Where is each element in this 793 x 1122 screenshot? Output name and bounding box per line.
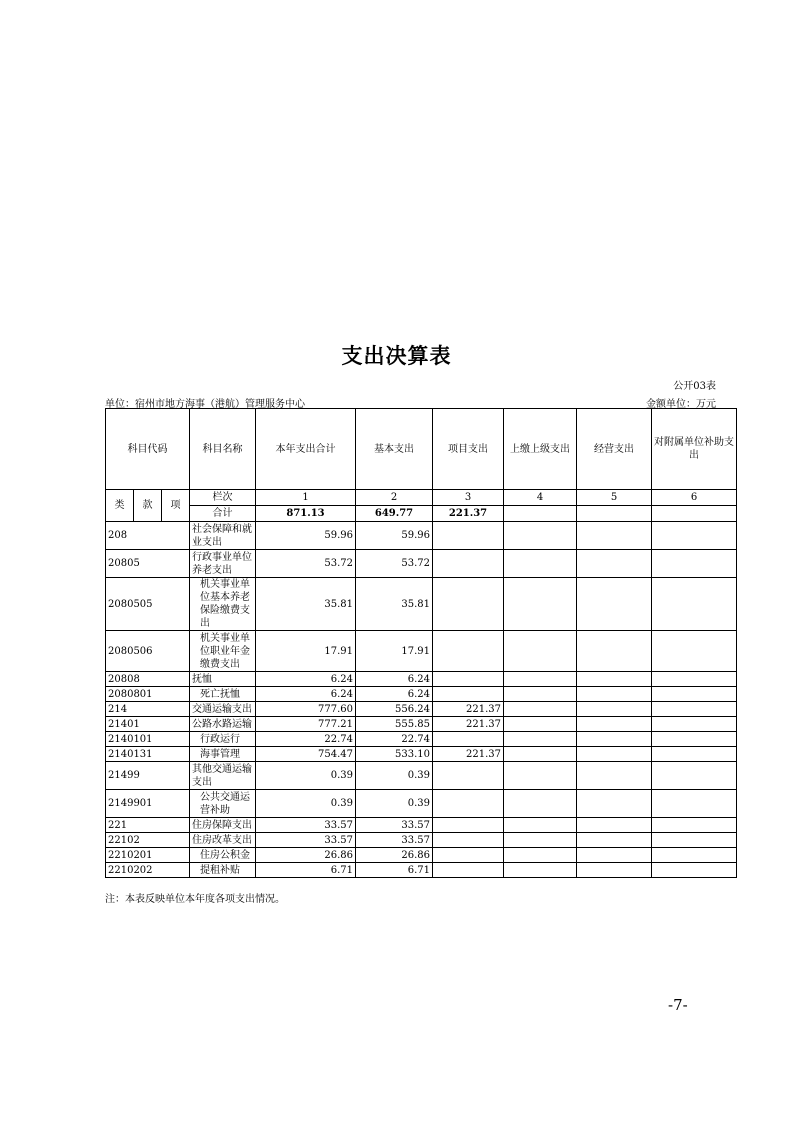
row-business <box>577 687 652 702</box>
table-row <box>106 522 737 550</box>
row-name: 住房公积金 <box>190 848 256 863</box>
row-total: 26.86 <box>256 848 356 863</box>
row-code: 221 <box>106 818 190 833</box>
row-project <box>433 672 504 687</box>
row-subsidy <box>652 672 737 687</box>
row-name: 机关事业单位职业年金缴费支出 <box>190 631 256 672</box>
row-total: 777.21 <box>256 717 356 732</box>
row-project <box>433 762 504 790</box>
row-total: 777.60 <box>256 702 356 717</box>
row-project <box>433 631 504 672</box>
column-number-4: 4 <box>504 490 577 506</box>
row-basic: 533.10 <box>356 747 433 762</box>
header-project: 项目支出 <box>433 409 504 490</box>
row-name: 公路水路运输 <box>190 717 256 732</box>
subheader-lanci: 栏次 <box>190 490 256 506</box>
row-name: 公共交通运营补助 <box>190 790 256 818</box>
row-basic: 6.24 <box>356 672 433 687</box>
row-code: 21499 <box>106 762 190 790</box>
column-number-3: 3 <box>433 490 504 506</box>
column-number-5: 5 <box>577 490 652 506</box>
row-upper <box>504 550 577 578</box>
table-row <box>106 550 737 578</box>
row-total: 0.39 <box>256 762 356 790</box>
row-code: 2140101 <box>106 732 190 747</box>
subheader-lei: 类 <box>106 490 134 522</box>
table-row <box>106 732 737 747</box>
row-subsidy <box>652 702 737 717</box>
table-row <box>106 578 737 631</box>
row-upper <box>504 522 577 550</box>
header-upper: 上缴上级支出 <box>504 409 577 490</box>
table-row <box>106 631 737 672</box>
row-business <box>577 818 652 833</box>
row-business <box>577 790 652 818</box>
row-code: 2080505 <box>106 578 190 631</box>
row-basic: 6.71 <box>356 863 433 878</box>
row-project <box>433 818 504 833</box>
row-business <box>577 672 652 687</box>
row-code: 2080506 <box>106 631 190 672</box>
row-basic: 59.96 <box>356 522 433 550</box>
subheader-row <box>106 490 737 506</box>
table-row <box>106 717 737 732</box>
row-subsidy <box>652 790 737 818</box>
row-basic: 26.86 <box>356 848 433 863</box>
page-title: 支出决算表 <box>341 343 452 368</box>
column-number-2: 2 <box>356 490 433 506</box>
row-upper <box>504 672 577 687</box>
row-name: 社会保障和就业支出 <box>190 522 256 550</box>
row-name: 提租补贴 <box>190 863 256 878</box>
header-basic: 基本支出 <box>356 409 433 490</box>
row-basic: 0.39 <box>356 762 433 790</box>
row-name: 海事管理 <box>190 747 256 762</box>
row-subsidy <box>652 631 737 672</box>
row-business <box>577 522 652 550</box>
row-business <box>577 762 652 790</box>
row-subsidy <box>652 732 737 747</box>
total-basic: 649.77 <box>356 506 433 522</box>
row-basic: 556.24 <box>356 702 433 717</box>
row-business <box>577 747 652 762</box>
header-code: 科目代码 <box>106 409 190 490</box>
total-row <box>106 506 737 522</box>
total-subsidy <box>652 506 737 522</box>
row-project: 221.37 <box>433 702 504 717</box>
row-upper <box>504 818 577 833</box>
row-project <box>433 687 504 702</box>
row-project: 221.37 <box>433 717 504 732</box>
row-business <box>577 550 652 578</box>
row-total: 6.71 <box>256 863 356 878</box>
row-project <box>433 578 504 631</box>
row-total: 6.24 <box>256 687 356 702</box>
row-code: 21401 <box>106 717 190 732</box>
form-number: 公开03表 <box>673 381 716 392</box>
table-row <box>106 747 737 762</box>
row-code: 2210201 <box>106 848 190 863</box>
row-upper <box>504 732 577 747</box>
row-business <box>577 717 652 732</box>
column-number-6: 6 <box>652 490 737 506</box>
table-row <box>106 702 737 717</box>
row-total: 59.96 <box>256 522 356 550</box>
row-total: 53.72 <box>256 550 356 578</box>
row-upper <box>504 762 577 790</box>
row-project <box>433 732 504 747</box>
row-code: 22102 <box>106 833 190 848</box>
row-project <box>433 863 504 878</box>
row-project <box>433 790 504 818</box>
row-project <box>433 550 504 578</box>
row-total: 33.57 <box>256 818 356 833</box>
row-business <box>577 578 652 631</box>
total-business <box>577 506 652 522</box>
row-basic: 35.81 <box>356 578 433 631</box>
row-subsidy <box>652 747 737 762</box>
row-code: 2210202 <box>106 863 190 878</box>
header-name: 科目名称 <box>190 409 256 490</box>
header-total: 本年支出合计 <box>256 409 356 490</box>
subheader-xiang: 项 <box>162 490 190 522</box>
row-business <box>577 833 652 848</box>
row-basic: 53.72 <box>356 550 433 578</box>
row-subsidy <box>652 818 737 833</box>
column-number-1: 1 <box>256 490 356 506</box>
row-subsidy <box>652 848 737 863</box>
row-name: 住房保障支出 <box>190 818 256 833</box>
row-business <box>577 848 652 863</box>
row-business <box>577 863 652 878</box>
row-code: 214 <box>106 702 190 717</box>
header-row <box>106 409 737 490</box>
row-subsidy <box>652 863 737 878</box>
row-project <box>433 848 504 863</box>
row-name: 行政事业单位养老支出 <box>190 550 256 578</box>
row-basic: 22.74 <box>356 732 433 747</box>
row-basic: 17.91 <box>356 631 433 672</box>
page-number: -7- <box>668 996 688 1014</box>
total-label: 合计 <box>190 506 256 522</box>
header-subsidy: 对附属单位补助支出 <box>652 409 737 490</box>
row-total: 754.47 <box>256 747 356 762</box>
row-upper <box>504 578 577 631</box>
expenditure-table <box>105 408 737 878</box>
row-total: 33.57 <box>256 833 356 848</box>
row-subsidy <box>652 687 737 702</box>
row-upper <box>504 790 577 818</box>
unit-label: 单位：宿州市地方海事（港航）管理服务中心 <box>105 399 305 410</box>
table-row <box>106 848 737 863</box>
row-basic: 6.24 <box>356 687 433 702</box>
table-row <box>106 687 737 702</box>
table-note: 注：本表反映单位本年度各项支出情况。 <box>105 894 285 905</box>
row-basic: 33.57 <box>356 833 433 848</box>
row-code: 2080801 <box>106 687 190 702</box>
row-total: 35.81 <box>256 578 356 631</box>
row-name: 住房改革支出 <box>190 833 256 848</box>
row-upper <box>504 702 577 717</box>
total-total: 871.13 <box>256 506 356 522</box>
row-code: 208 <box>106 522 190 550</box>
row-subsidy <box>652 550 737 578</box>
row-name: 死亡抚恤 <box>190 687 256 702</box>
row-subsidy <box>652 578 737 631</box>
row-business <box>577 631 652 672</box>
row-name: 机关事业单位基本养老保险缴费支出 <box>190 578 256 631</box>
row-upper <box>504 848 577 863</box>
row-project <box>433 522 504 550</box>
table-row <box>106 818 737 833</box>
row-business <box>577 702 652 717</box>
row-basic: 33.57 <box>356 818 433 833</box>
row-business <box>577 732 652 747</box>
row-upper <box>504 833 577 848</box>
amount-unit: 金额单位：万元 <box>646 399 716 410</box>
row-name: 交通运输支出 <box>190 702 256 717</box>
row-subsidy <box>652 833 737 848</box>
table-row <box>106 863 737 878</box>
row-project <box>433 833 504 848</box>
row-subsidy <box>652 762 737 790</box>
row-upper <box>504 687 577 702</box>
row-code: 2140131 <box>106 747 190 762</box>
table-row <box>106 833 737 848</box>
row-total: 22.74 <box>256 732 356 747</box>
row-name: 抚恤 <box>190 672 256 687</box>
table-row <box>106 672 737 687</box>
row-name: 其他交通运输支出 <box>190 762 256 790</box>
row-total: 0.39 <box>256 790 356 818</box>
row-project: 221.37 <box>433 747 504 762</box>
row-code: 20808 <box>106 672 190 687</box>
row-subsidy <box>652 717 737 732</box>
total-project: 221.37 <box>433 506 504 522</box>
row-code: 20805 <box>106 550 190 578</box>
row-upper <box>504 631 577 672</box>
row-upper <box>504 747 577 762</box>
table-row <box>106 762 737 790</box>
header-business: 经营支出 <box>577 409 652 490</box>
row-upper <box>504 717 577 732</box>
table-row <box>106 790 737 818</box>
row-upper <box>504 863 577 878</box>
row-name: 行政运行 <box>190 732 256 747</box>
subheader-kuan: 款 <box>134 490 162 522</box>
row-total: 6.24 <box>256 672 356 687</box>
row-basic: 555.85 <box>356 717 433 732</box>
row-total: 17.91 <box>256 631 356 672</box>
total-upper <box>504 506 577 522</box>
row-subsidy <box>652 522 737 550</box>
row-code: 2149901 <box>106 790 190 818</box>
row-basic: 0.39 <box>356 790 433 818</box>
